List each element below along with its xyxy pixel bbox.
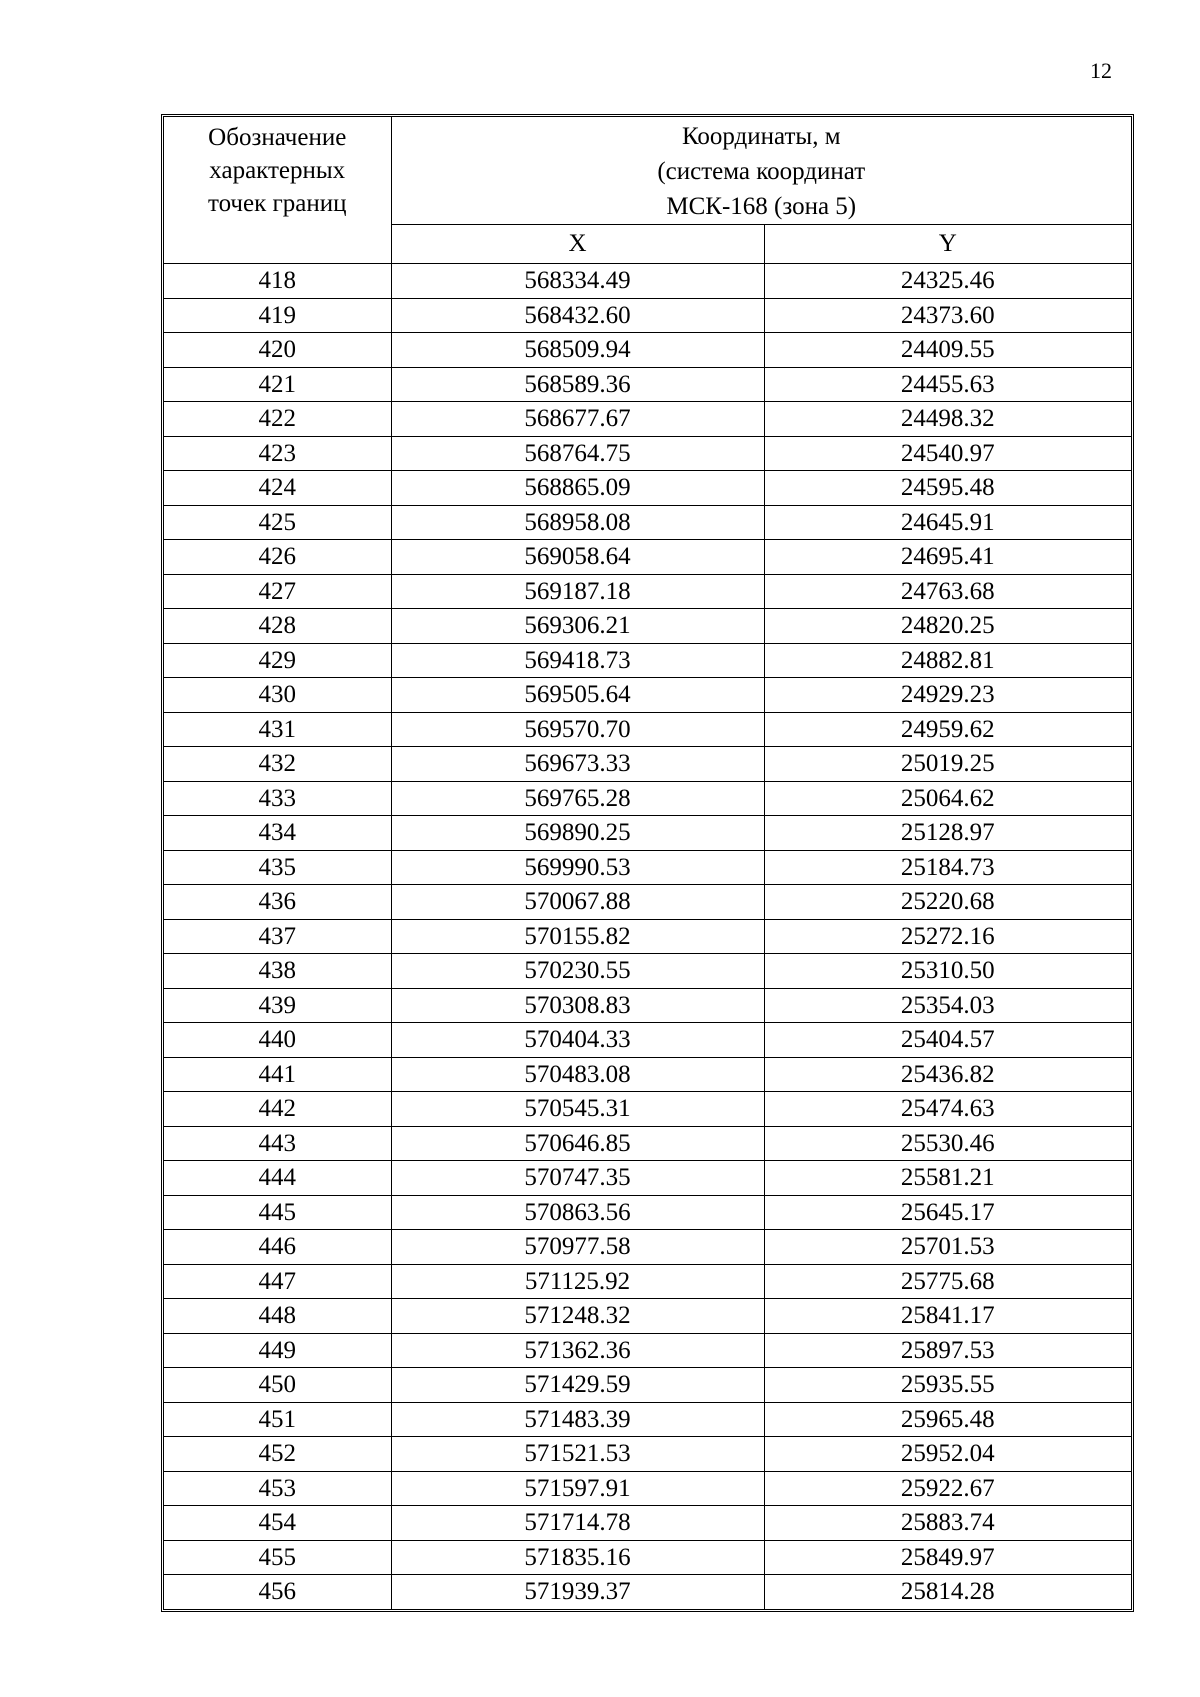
table-row	[164, 609, 1131, 644]
cell-y: 25272.16	[764, 919, 1131, 954]
cell-point: 439	[164, 988, 391, 1023]
cell-point: 442	[164, 1092, 391, 1127]
cell-x: 570230.55	[391, 954, 764, 989]
table-row	[164, 1299, 1131, 1334]
cell-x: 569570.70	[391, 712, 764, 747]
cell-point: 437	[164, 919, 391, 954]
header-point-designation	[164, 117, 391, 264]
cell-point: 443	[164, 1126, 391, 1161]
coordinates-table-grid	[164, 117, 1131, 1609]
table-row	[164, 1161, 1131, 1196]
table-row	[164, 1402, 1131, 1437]
cell-x: 568509.94	[391, 333, 764, 368]
cell-x: 568589.36	[391, 367, 764, 402]
cell-y: 25220.68	[764, 885, 1131, 920]
table-row	[164, 1023, 1131, 1058]
cell-point: 446	[164, 1230, 391, 1265]
cell-y: 25775.68	[764, 1264, 1131, 1299]
cell-x: 570483.08	[391, 1057, 764, 1092]
cell-y: 24373.60	[764, 298, 1131, 333]
coordinates-table	[161, 114, 1134, 1612]
table-row	[164, 436, 1131, 471]
table-row	[164, 850, 1131, 885]
header-y: Y	[764, 225, 1131, 264]
cell-point: 418	[164, 264, 391, 299]
table-row	[164, 1230, 1131, 1265]
cell-point: 451	[164, 1402, 391, 1437]
cell-point: 448	[164, 1299, 391, 1334]
cell-point: 447	[164, 1264, 391, 1299]
cell-point: 438	[164, 954, 391, 989]
table-row	[164, 540, 1131, 575]
header-x: X	[391, 225, 764, 264]
cell-x: 569187.18	[391, 574, 764, 609]
cell-point: 422	[164, 402, 391, 437]
table-row	[164, 1471, 1131, 1506]
cell-x: 570646.85	[391, 1126, 764, 1161]
cell-point: 420	[164, 333, 391, 368]
cell-y: 25310.50	[764, 954, 1131, 989]
cell-point: 455	[164, 1540, 391, 1575]
cell-y: 24929.23	[764, 678, 1131, 713]
cell-point: 453	[164, 1471, 391, 1506]
table-row	[164, 816, 1131, 851]
cell-x: 569306.21	[391, 609, 764, 644]
cell-y: 24409.55	[764, 333, 1131, 368]
cell-x: 571714.78	[391, 1506, 764, 1541]
table-row	[164, 574, 1131, 609]
cell-point: 434	[164, 816, 391, 851]
table-row	[164, 298, 1131, 333]
cell-x: 569505.64	[391, 678, 764, 713]
table-row	[164, 1437, 1131, 1472]
cell-y: 25965.48	[764, 1402, 1131, 1437]
table-header	[164, 117, 1131, 264]
header-coordinates	[391, 117, 1131, 225]
cell-point: 424	[164, 471, 391, 506]
cell-point: 431	[164, 712, 391, 747]
cell-point: 419	[164, 298, 391, 333]
cell-y: 24498.32	[764, 402, 1131, 437]
cell-point: 454	[164, 1506, 391, 1541]
table-row	[164, 954, 1131, 989]
cell-x: 570747.35	[391, 1161, 764, 1196]
cell-x: 571939.37	[391, 1575, 764, 1609]
cell-x: 570545.31	[391, 1092, 764, 1127]
cell-point: 423	[164, 436, 391, 471]
table-row	[164, 1092, 1131, 1127]
table-row	[164, 988, 1131, 1023]
header-point-line: Обозначение	[208, 124, 347, 151]
cell-y: 25064.62	[764, 781, 1131, 816]
cell-x: 569890.25	[391, 816, 764, 851]
cell-x: 571835.16	[391, 1540, 764, 1575]
table-row	[164, 333, 1131, 368]
table-row	[164, 1057, 1131, 1092]
table-body	[164, 264, 1131, 1609]
page-number: 12	[1090, 58, 1112, 83]
table-row	[164, 1368, 1131, 1403]
cell-x: 568432.60	[391, 298, 764, 333]
table-row	[164, 1264, 1131, 1299]
header-point-line: точек границ	[207, 190, 347, 217]
cell-point: 433	[164, 781, 391, 816]
cell-y: 25814.28	[764, 1575, 1131, 1609]
cell-y: 24595.48	[764, 471, 1131, 506]
cell-point: 450	[164, 1368, 391, 1403]
cell-point: 430	[164, 678, 391, 713]
table-row	[164, 712, 1131, 747]
table-row	[164, 264, 1131, 299]
cell-point: 428	[164, 609, 391, 644]
cell-y: 24763.68	[764, 574, 1131, 609]
cell-y: 24959.62	[764, 712, 1131, 747]
cell-point: 432	[164, 747, 391, 782]
cell-y: 25436.82	[764, 1057, 1131, 1092]
table-row	[164, 643, 1131, 678]
cell-x: 571362.36	[391, 1333, 764, 1368]
cell-y: 25474.63	[764, 1092, 1131, 1127]
cell-point: 429	[164, 643, 391, 678]
cell-point: 445	[164, 1195, 391, 1230]
table-row	[164, 367, 1131, 402]
table-row	[164, 505, 1131, 540]
table-row	[164, 1195, 1131, 1230]
cell-x: 571429.59	[391, 1368, 764, 1403]
cell-x: 568958.08	[391, 505, 764, 540]
cell-y: 24325.46	[764, 264, 1131, 299]
table-row	[164, 781, 1131, 816]
cell-point: 456	[164, 1575, 391, 1609]
cell-point: 441	[164, 1057, 391, 1092]
cell-x: 571597.91	[391, 1471, 764, 1506]
cell-y: 24820.25	[764, 609, 1131, 644]
cell-x: 569990.53	[391, 850, 764, 885]
table-row	[164, 1575, 1131, 1609]
cell-point: 435	[164, 850, 391, 885]
cell-y: 25701.53	[764, 1230, 1131, 1265]
cell-point: 436	[164, 885, 391, 920]
cell-x: 570863.56	[391, 1195, 764, 1230]
header-coords-line: Координаты, м	[681, 123, 841, 150]
table-row	[164, 402, 1131, 437]
cell-x: 570067.88	[391, 885, 764, 920]
cell-point: 444	[164, 1161, 391, 1196]
cell-y: 25019.25	[764, 747, 1131, 782]
cell-y: 25184.73	[764, 850, 1131, 885]
cell-x: 571521.53	[391, 1437, 764, 1472]
cell-x: 569765.28	[391, 781, 764, 816]
cell-x: 568677.67	[391, 402, 764, 437]
cell-y: 25841.17	[764, 1299, 1131, 1334]
table-row	[164, 747, 1131, 782]
table-row	[164, 471, 1131, 506]
cell-y: 25645.17	[764, 1195, 1131, 1230]
cell-x: 571483.39	[391, 1402, 764, 1437]
header-point-line: характерных	[209, 157, 346, 184]
cell-y: 25128.97	[764, 816, 1131, 851]
cell-point: 452	[164, 1437, 391, 1472]
cell-y: 25897.53	[764, 1333, 1131, 1368]
header-coords-line: (система координат	[657, 158, 866, 185]
table-row	[164, 1506, 1131, 1541]
cell-y: 24645.91	[764, 505, 1131, 540]
cell-x: 571248.32	[391, 1299, 764, 1334]
cell-y: 25404.57	[764, 1023, 1131, 1058]
cell-y: 25581.21	[764, 1161, 1131, 1196]
cell-y: 25935.55	[764, 1368, 1131, 1403]
cell-x: 571125.92	[391, 1264, 764, 1299]
cell-x: 569673.33	[391, 747, 764, 782]
table-row	[164, 678, 1131, 713]
table-row	[164, 1333, 1131, 1368]
cell-x: 570977.58	[391, 1230, 764, 1265]
cell-y: 25952.04	[764, 1437, 1131, 1472]
cell-x: 569058.64	[391, 540, 764, 575]
cell-point: 426	[164, 540, 391, 575]
cell-point: 421	[164, 367, 391, 402]
cell-y: 25883.74	[764, 1506, 1131, 1541]
cell-x: 568334.49	[391, 264, 764, 299]
cell-y: 24540.97	[764, 436, 1131, 471]
cell-y: 24455.63	[764, 367, 1131, 402]
cell-y: 25849.97	[764, 1540, 1131, 1575]
table-row	[164, 1540, 1131, 1575]
cell-point: 425	[164, 505, 391, 540]
cell-y: 24882.81	[764, 643, 1131, 678]
cell-point: 427	[164, 574, 391, 609]
cell-x: 569418.73	[391, 643, 764, 678]
cell-x: 568865.09	[391, 471, 764, 506]
table-row	[164, 1126, 1131, 1161]
cell-y: 25354.03	[764, 988, 1131, 1023]
table-row	[164, 919, 1131, 954]
header-coords-line: МСК-168 (зона 5)	[666, 193, 857, 220]
cell-y: 24695.41	[764, 540, 1131, 575]
cell-x: 570308.83	[391, 988, 764, 1023]
cell-y: 25922.67	[764, 1471, 1131, 1506]
cell-x: 570404.33	[391, 1023, 764, 1058]
cell-y: 25530.46	[764, 1126, 1131, 1161]
cell-x: 570155.82	[391, 919, 764, 954]
cell-point: 440	[164, 1023, 391, 1058]
table-row	[164, 885, 1131, 920]
cell-x: 568764.75	[391, 436, 764, 471]
cell-point: 449	[164, 1333, 391, 1368]
